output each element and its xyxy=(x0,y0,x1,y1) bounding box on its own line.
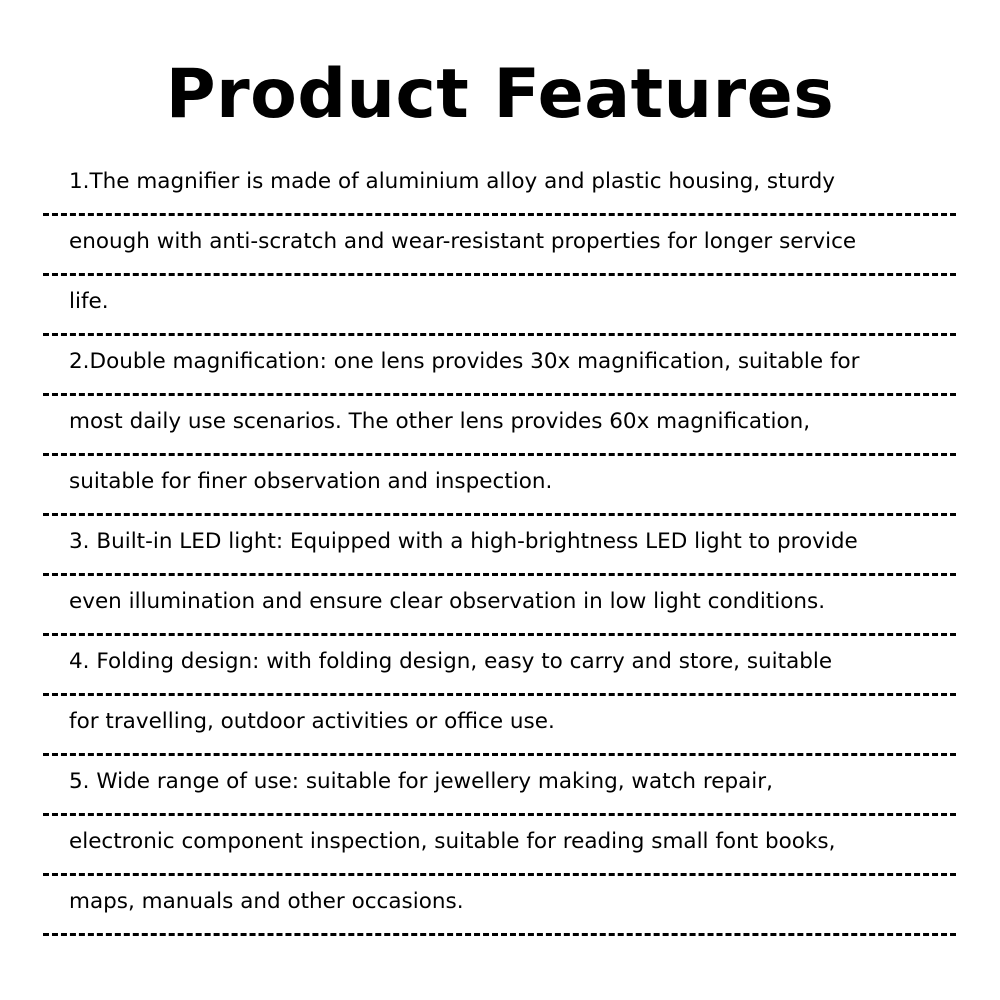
feature-list xyxy=(0,153,1000,933)
feature-line xyxy=(0,813,1000,873)
feature-line-text: even illumination and ensure clear observation in low light conditions. xyxy=(69,589,826,614)
feature-line-text: electronic component inspection, suitable for reading small font books, xyxy=(69,829,836,854)
feature-line-text: 2.Double magnification: one lens provides 30x magnification, suitable for xyxy=(69,349,860,374)
feature-line-text: most daily use scenarios. The other lens provides 60x magnification, xyxy=(69,409,811,434)
feature-line-text: 3. Built-in LED light: Equipped with a high-brightness LED light to provide xyxy=(69,529,858,554)
feature-line-text: for travelling, outdoor activities or office use. xyxy=(69,709,555,734)
feature-line-text: enough with anti-scratch and wear-resistant properties for longer service xyxy=(69,229,857,254)
feature-line xyxy=(0,573,1000,633)
feature-line xyxy=(0,873,1000,933)
feature-line xyxy=(0,453,1000,513)
page-title: Product Features xyxy=(165,55,835,134)
feature-line-text: 5. Wide range of use: suitable for jewellery making, watch repair, xyxy=(69,769,773,794)
feature-line xyxy=(0,513,1000,573)
feature-line-text: life. xyxy=(69,289,109,314)
feature-line xyxy=(0,693,1000,753)
feature-line-text: suitable for finer observation and inspection. xyxy=(69,469,553,494)
feature-line xyxy=(0,633,1000,693)
dashed-divider xyxy=(43,933,956,936)
feature-line-text: 4. Folding design: with folding design, easy to carry and store, suitable xyxy=(69,649,833,674)
feature-line xyxy=(0,213,1000,273)
feature-line xyxy=(0,333,1000,393)
feature-line-text: maps, manuals and other occasions. xyxy=(69,889,464,914)
feature-line xyxy=(0,273,1000,333)
feature-line xyxy=(0,153,1000,213)
feature-line-text: 1.The magnifier is made of aluminium alloy and plastic housing, sturdy xyxy=(69,169,836,194)
feature-line xyxy=(0,753,1000,813)
feature-line xyxy=(0,393,1000,453)
